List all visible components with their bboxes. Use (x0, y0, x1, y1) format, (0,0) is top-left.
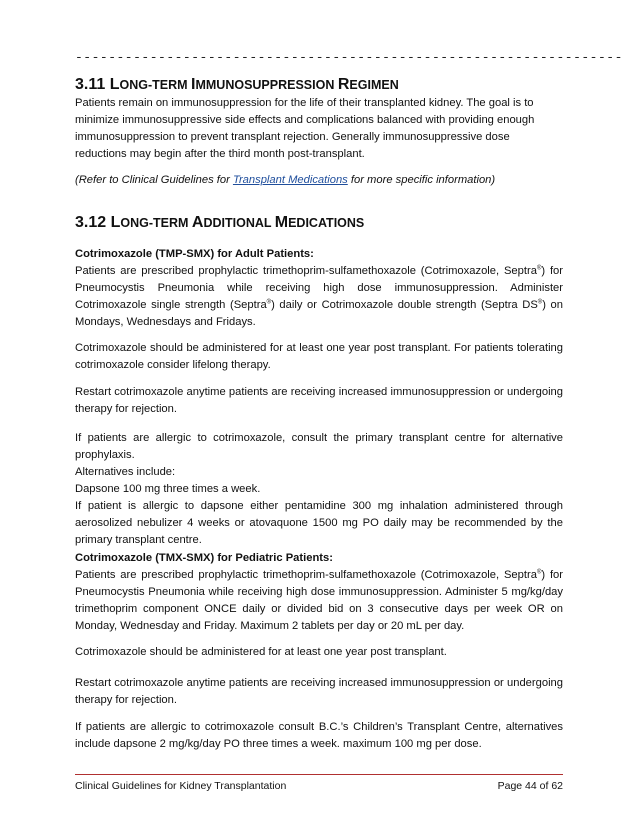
adult-heading: Cotrimoxazole (TMP-SMX) for Adult Patients: (75, 248, 314, 260)
adult-paragraph-4: If patients are allergic to cotrimoxazole, consult the primary transplant centre for alternative prophylaxis. Alternatives include: Dapsone 100 mg three times a week. If patient is allergic to dapsone either pentamidine 300 mg inhalation administered through aerosolized nebulizer 4 weeks or atovaquone 1500 mg PO daily may be recommended by the primary transplant centre. (75, 432, 563, 546)
section-3-11-heading: 3.11 LONG-TERM IMMUNOSUPPRESSION REGIMEN (75, 76, 399, 93)
section-3-12-heading: 3.12 LONG-TERM ADDITIONAL MEDICATIONS (75, 214, 365, 231)
adult-paragraph-1: Patients are prescribed prophylactic trimethoprim-sulfamethoxazole (Cotrimoxazole, Septra®) for Pneumocystis Pneumonia while receiving high dose immunosuppression. Administer Cotrimoxazole single strength (Septra®) daily or Cotrimoxazole double strength (Septra DS®) on Mondays, Wednesdays and Fridays. (75, 265, 563, 328)
adult-paragraph-3: Restart cotrimoxazole anytime patients are receiving increased immunosuppression or undergoing therapy for rejection. (75, 386, 563, 415)
pediatric-paragraph-4: If patients are allergic to cotrimoxazole consult B.C.’s Children’s Transplant Centre, alternatives include dapsone 2 mg/kg/day PO three times a week. maximum 100 mg per dose. (75, 721, 563, 750)
pediatric-paragraph-3: Restart cotrimoxazole anytime patients are receiving increased immunosuppression or undergoing therapy for rejection. (75, 677, 563, 706)
section-3-11-body: Patients remain on immunosuppression for the life of their transplanted kidney. The goal is to minimize immunosuppressive side effects and complications balanced with providing enough immunosuppression to prevent transplant rejection. Generally immunosuppressive dose reductions may begin after the third month post-transplant. (75, 97, 535, 160)
pediatric-heading: Cotrimoxazole (TMX-SMX) for Pediatric Patients: (75, 552, 333, 564)
pediatric-paragraph-1: Patients are prescribed prophylactic trimethoprim-sulfamethoxazole (Cotrimoxazole, Septra®) for Pneumocystis Pneumonia while receiving high dose immunosuppression. Administer 5 mg/kg/day trimethoprim component ONCE daily or divided bid on 3 consecutive days per week OR on Monday, Wednesday and Friday. Maximum 2 tablets per day or 20 mL per day. (75, 569, 563, 632)
footer-document-title: Clinical Guidelines for Kidney Transplantation (75, 780, 287, 792)
pediatric-paragraph-2: Cotrimoxazole should be administered for at least one year post transplant. (75, 646, 447, 658)
dashed-rule: ------------------------------------------------------------------ (75, 50, 623, 65)
adult-paragraph-2: Cotrimoxazole should be administered for at least one year post transplant. For patients tolerating cotrimoxazole consider lifelong therapy. (75, 342, 563, 371)
transplant-medications-link[interactable]: Transplant Medications (232, 174, 348, 186)
footer-page-number: Page 44 of 62 (497, 780, 563, 792)
section-3-11-reference: (Refer to Clinical Guidelines for Transplant Medications for more specific information) (75, 174, 496, 186)
footer-divider (75, 774, 563, 775)
